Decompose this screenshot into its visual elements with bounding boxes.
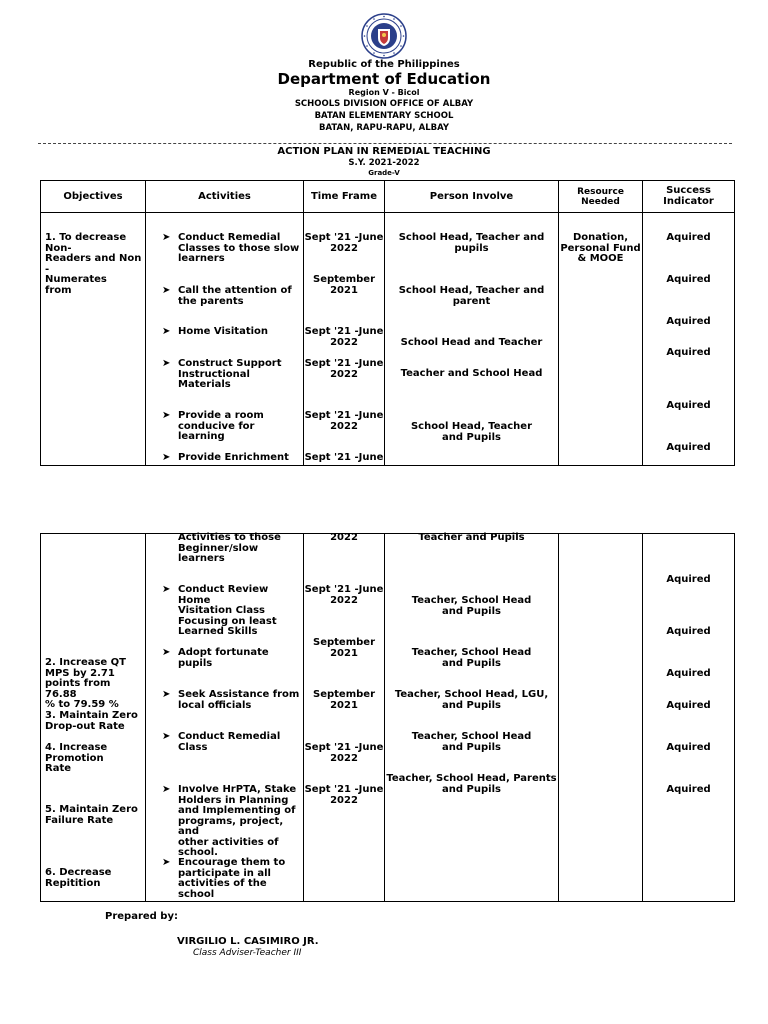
activity-item: Conduct Remedial Classes to those slow learners bbox=[178, 232, 300, 264]
activity-item: Provide Enrichment bbox=[178, 452, 289, 463]
col-header-time-frame: Time Frame bbox=[304, 181, 385, 213]
col-header-person-involve: Person Involve bbox=[385, 181, 559, 213]
table-row bbox=[41, 534, 735, 902]
header-address: BATAN, RAPU-RAPU, ALBAY bbox=[318, 123, 450, 133]
indicator-item: Aquired bbox=[666, 784, 711, 795]
time-frame-item: Sept '21 -June 2022 bbox=[304, 784, 384, 806]
arrow-bullet-icon: ➤ bbox=[162, 232, 171, 243]
person-item: Teacher, School Head and Pupils bbox=[411, 595, 532, 617]
header-republic: Republic of the Philippines bbox=[308, 59, 460, 70]
person-item: School Head, Teacher and Pupils bbox=[410, 421, 533, 443]
indicator-item: Aquired bbox=[666, 668, 711, 679]
activity-item: Seek Assistance from local officials bbox=[178, 689, 300, 711]
person-item: Teacher and School Head bbox=[400, 368, 543, 379]
resource-cell bbox=[559, 534, 643, 902]
activity-item: Conduct Review Home Visitation Class Focusing on least Learned Skills bbox=[178, 584, 277, 637]
arrow-bullet-icon: ➤ bbox=[162, 731, 171, 742]
col-header-objectives: Objectives bbox=[41, 181, 146, 213]
indicator-item: Aquired bbox=[666, 316, 711, 327]
table-row bbox=[41, 213, 735, 466]
arrow-bullet-icon: ➤ bbox=[162, 584, 171, 595]
arrow-bullet-icon: ➤ bbox=[162, 285, 171, 296]
indicator-cell bbox=[643, 534, 735, 902]
col-header-activities: Activities bbox=[146, 181, 304, 213]
indicator-item: Aquired bbox=[666, 626, 711, 637]
person-item: School Head, Teacher and pupils bbox=[398, 232, 545, 254]
time-frame-item: Sept '21 -June 2022 bbox=[304, 326, 384, 348]
header-division: SCHOOLS DIVISION OFFICE OF ALBAY bbox=[294, 99, 474, 109]
activity-item: Involve HrPTA, Stake Holders in Planning and Implementing of programs, project, and other activities of school. bbox=[178, 784, 297, 858]
time-frame-item: Sept '21 -June 2022 bbox=[304, 742, 384, 764]
activity-item: Adopt fortunate pupils bbox=[178, 647, 269, 669]
document-title: ACTION PLAN IN REMEDIAL TEACHING bbox=[277, 146, 491, 157]
time-frame-cell bbox=[304, 534, 385, 902]
time-frame-item: Sept '21 -June bbox=[304, 452, 384, 463]
arrow-bullet-icon: ➤ bbox=[162, 689, 171, 700]
person-item: School Head and Teacher bbox=[400, 337, 543, 348]
action-plan-table-page-1 bbox=[40, 180, 735, 466]
activities-cell bbox=[146, 534, 304, 902]
resource-item: Donation, Personal Fund & MOOE bbox=[560, 232, 641, 264]
preparer-name: VIRGILIO L. CASIMIRO JR. bbox=[177, 936, 319, 947]
time-frame-item: Sept '21 -June 2022 bbox=[304, 410, 384, 432]
grade-level: Grade-V bbox=[368, 169, 400, 177]
arrow-bullet-icon: ➤ bbox=[162, 784, 171, 795]
person-continued: Teacher and Pupils bbox=[418, 532, 525, 543]
activity-item: Construct Support Instructional Materials bbox=[178, 358, 282, 390]
indicator-item: Aquired bbox=[666, 347, 711, 358]
person-item: Teacher, School Head and Pupils bbox=[411, 731, 532, 753]
indicator-item: Aquired bbox=[666, 232, 711, 243]
prepared-by-label: Prepared by: bbox=[105, 911, 178, 922]
objective-4: 4. Increase Promotion Rate bbox=[45, 742, 108, 774]
preparer-position: Class Adviser-Teacher III bbox=[193, 948, 302, 958]
time-frame-item: Sept '21 -June 2022 bbox=[304, 584, 384, 606]
time-frame-item: September 2021 bbox=[313, 689, 375, 711]
indicator-item: Aquired bbox=[666, 442, 711, 453]
table-header-row bbox=[41, 181, 735, 213]
deped-seal-logo bbox=[361, 13, 407, 59]
indicator-cell bbox=[643, 213, 735, 466]
objectives-cell bbox=[41, 213, 146, 466]
objective-2: 2. Increase QT MPS by 2.71 points from 76.88 % to 79.59 % bbox=[45, 657, 127, 710]
objective-5: 5. Maintain Zero Failure Rate bbox=[45, 804, 138, 826]
col-header-resource: Resource Needed bbox=[559, 181, 643, 213]
arrow-bullet-icon: ➤ bbox=[162, 647, 171, 658]
school-year: S.Y. 2021-2022 bbox=[348, 158, 420, 168]
time-frame-continued: 2022 bbox=[330, 532, 358, 543]
header-department: Department of Education bbox=[277, 70, 491, 88]
activity-item: Provide a room conducive for learning bbox=[178, 410, 264, 442]
activity-item: Encourage them to participate in all activities of the school bbox=[178, 857, 286, 900]
time-frame-cell bbox=[304, 213, 385, 466]
arrow-bullet-icon: ➤ bbox=[162, 410, 171, 421]
person-item: Teacher, School Head, Parents and Pupils bbox=[386, 773, 557, 795]
indicator-item: Aquired bbox=[666, 700, 711, 711]
header-school: BATAN ELEMENTARY SCHOOL bbox=[314, 111, 454, 121]
arrow-bullet-icon: ➤ bbox=[162, 358, 171, 369]
indicator-item: Aquired bbox=[666, 274, 711, 285]
activity-item: Conduct Remedial Class bbox=[178, 731, 281, 753]
col-header-indicator: Success Indicator bbox=[643, 181, 735, 213]
person-involve-cell bbox=[385, 213, 559, 466]
arrow-bullet-icon: ➤ bbox=[162, 452, 171, 463]
objective-6: 6. Decrease Repitition bbox=[45, 867, 112, 889]
indicator-item: Aquired bbox=[666, 574, 711, 585]
action-plan-table-page-2 bbox=[40, 533, 735, 902]
resource-cell bbox=[559, 213, 643, 466]
time-frame-item: Sept '21 -June 2022 bbox=[304, 358, 384, 380]
indicator-item: Aquired bbox=[666, 742, 711, 753]
time-frame-item: September 2021 bbox=[313, 274, 375, 296]
activity-item: Call the attention of the parents bbox=[178, 285, 292, 307]
objective-3: 3. Maintain Zero Drop-out Rate bbox=[45, 710, 138, 732]
activities-cell bbox=[146, 213, 304, 466]
person-item: School Head, Teacher and parent bbox=[398, 285, 545, 307]
objectives-cell bbox=[41, 534, 146, 902]
time-frame-item: Sept '21 -June 2022 bbox=[304, 232, 384, 254]
person-involve-cell bbox=[385, 534, 559, 902]
header-divider bbox=[38, 143, 732, 144]
activity-item: Home Visitation bbox=[178, 326, 269, 337]
header-region: Region V - Bicol bbox=[348, 88, 420, 97]
objective-1: 1. To decrease Non- Readers and Non - Numerates from bbox=[45, 232, 142, 296]
arrow-bullet-icon: ➤ bbox=[162, 857, 171, 868]
activity-continued: Activities to those Beginner/slow learners bbox=[178, 532, 281, 564]
person-item: Teacher, School Head and Pupils bbox=[411, 647, 532, 669]
time-frame-item: September 2021 bbox=[313, 637, 375, 659]
indicator-item: Aquired bbox=[666, 400, 711, 411]
arrow-bullet-icon: ➤ bbox=[162, 326, 171, 337]
person-item: Teacher, School Head, LGU, and Pupils bbox=[394, 689, 549, 711]
